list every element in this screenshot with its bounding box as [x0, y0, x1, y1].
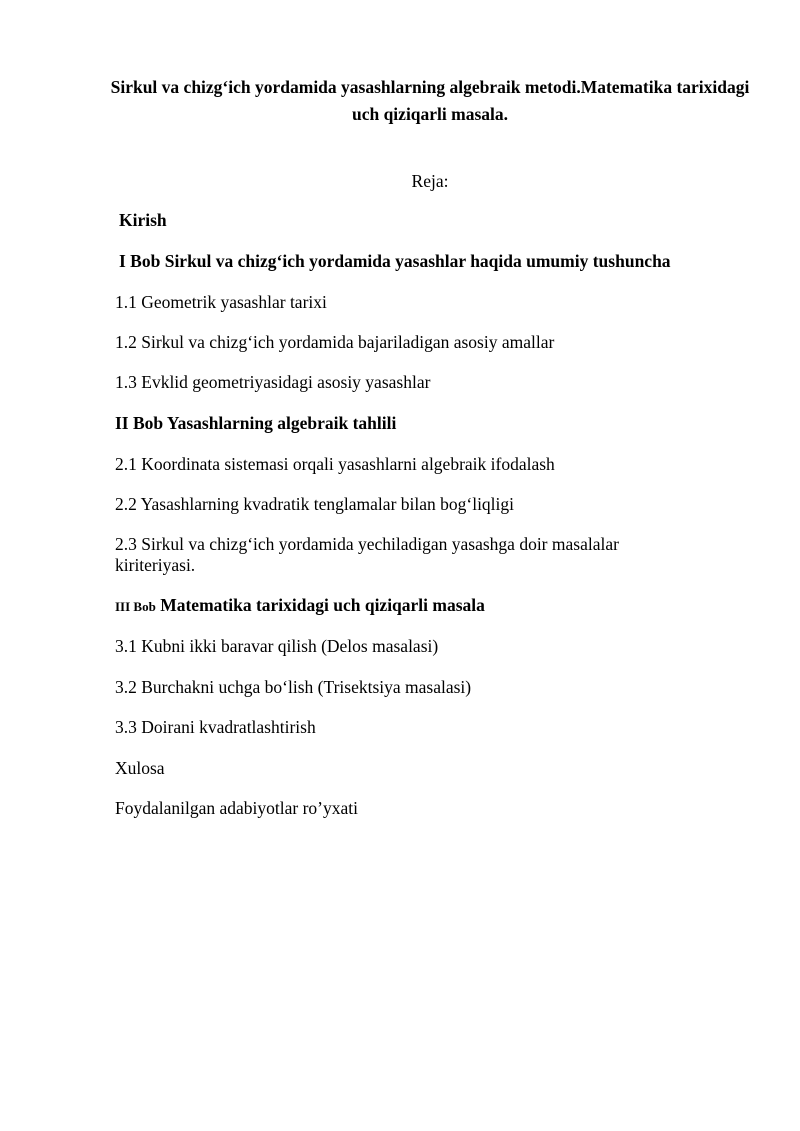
document-title: Sirkul va chizg‘ich yordamida yasashlarning algebraik metodi.Matematika tarixidagi uch qiziqarli masala.	[110, 77, 750, 124]
conclusion: Xulosa	[115, 758, 165, 778]
chapter3-heading-prefix: III Bob	[115, 599, 156, 614]
chapter3-heading	[115, 594, 735, 618]
toc-item-2-1: 2.1 Koordinata sistemasi orqali yasashlarni algebraik ifodalash	[115, 454, 555, 474]
toc-item-3-1: 3.1 Kubni ikki baravar qilish (Delos masalasi)	[115, 636, 439, 656]
toc-item-1-2: 1.2 Sirkul va chizg‘ich yordamida bajariladigan asosiy amallar	[115, 332, 555, 352]
intro-heading: Kirish	[119, 210, 167, 230]
chapter3-heading-text: Matematika tarixidagi uch qiziqarli masala	[160, 595, 485, 615]
chapter2-heading: II Bob Yasashlarning algebraik tahlili	[115, 413, 397, 433]
toc-item-3-3: 3.3 Doirani kvadratlashtirish	[115, 717, 316, 737]
toc-item-2-3: 2.3 Sirkul va chizg‘ich yordamida yechiladigan yasashga doir masalalar kiriteriyasi.	[115, 534, 619, 575]
toc-item-2-2: 2.2 Yasashlarning kvadratik tenglamalar bilan bog‘liqligi	[115, 494, 515, 514]
toc-item-1-1: 1.1 Geometrik yasashlar tarixi	[115, 292, 327, 312]
chapter1-heading: I Bob Sirkul va chizg‘ich yordamida yasashlar haqida umumiy tushuncha	[119, 251, 671, 271]
toc-item-3-2: 3.2 Burchakni uchga bo‘lish (Trisektsiya masalasi)	[115, 677, 472, 697]
references: Foydalanilgan adabiyotlar ro’yxati	[115, 798, 358, 818]
plan-heading: Reja:	[411, 171, 449, 191]
toc-item-1-3: 1.3 Evklid geometriyasidagi asosiy yasashlar	[115, 372, 431, 392]
